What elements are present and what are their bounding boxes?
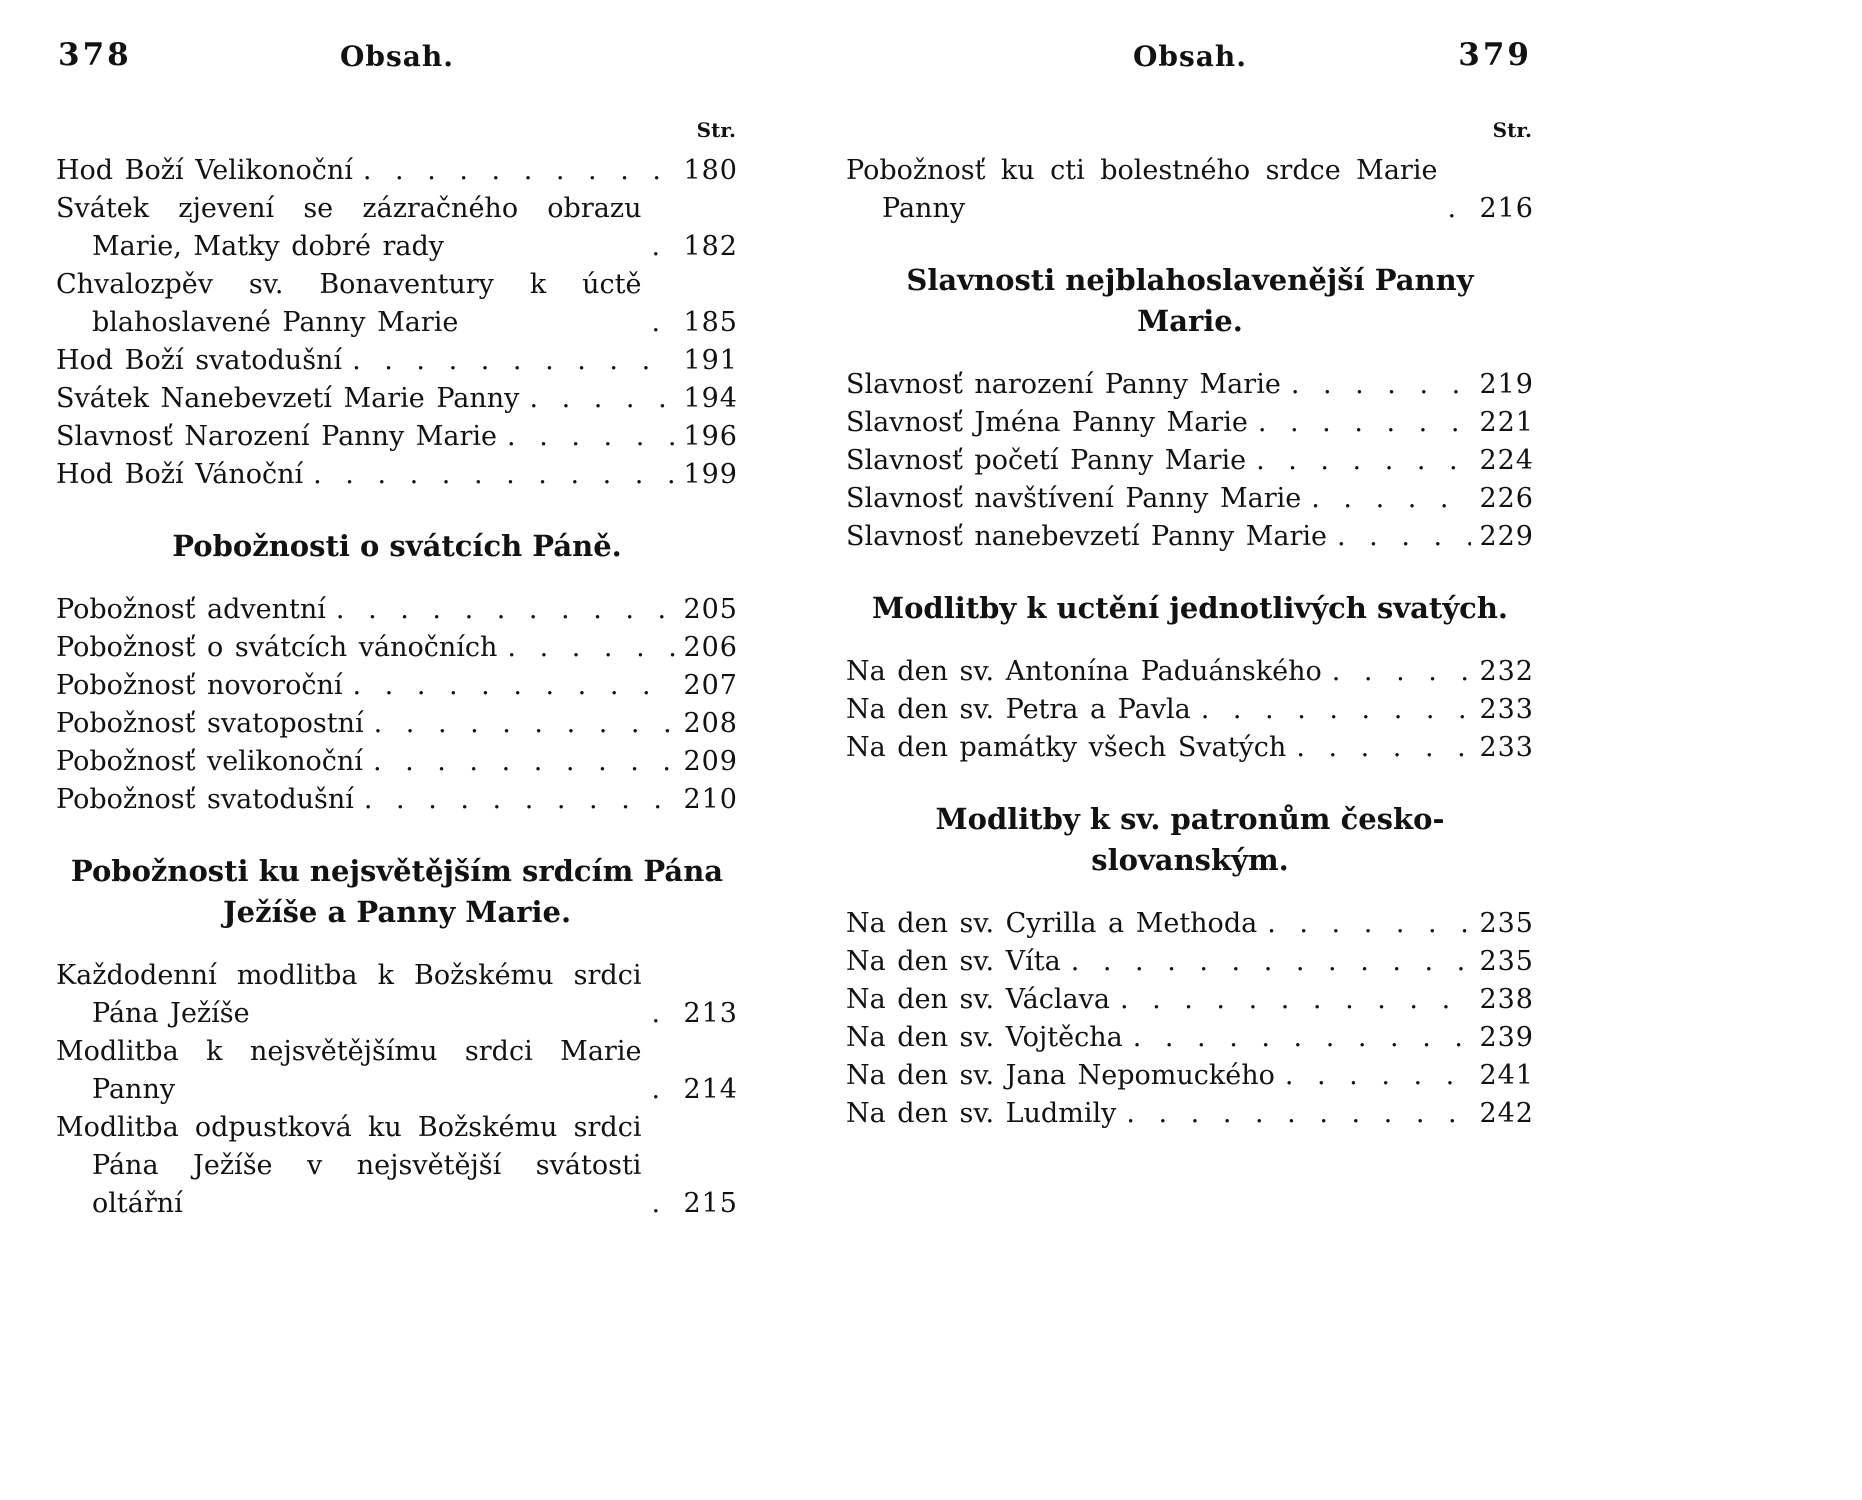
toc-entry-title: Pobožnosť adventní bbox=[56, 594, 326, 625]
dot-leader bbox=[651, 1071, 675, 1109]
toc-entry-title: Svátek zjevení se zázračného obrazu Marie, Matky dobré rady bbox=[56, 193, 642, 262]
toc-entry bbox=[56, 266, 738, 342]
toc-page-number: 215 bbox=[683, 1188, 738, 1219]
toc-entry-list bbox=[56, 152, 738, 494]
section-heading: Modlitby k sv. patronům česko-slovanským. bbox=[935, 802, 1445, 877]
toc-entry-title: Slavnosť nanebevzetí Panny Marie bbox=[846, 521, 1327, 552]
toc-entry-title: Modlitba odpustková ku Božskému srdci Pána Ježíše v nejsvětější svátosti oltářní bbox=[56, 1112, 642, 1219]
dot-leader bbox=[1126, 1095, 1471, 1133]
page-header bbox=[846, 37, 1534, 84]
dot-leader bbox=[1267, 905, 1471, 943]
toc-page-number: 209 bbox=[683, 746, 738, 777]
dot-leader bbox=[1447, 190, 1471, 228]
toc-page-number: 239 bbox=[1479, 1022, 1534, 1053]
toc-entry bbox=[846, 905, 1534, 943]
dot-leader bbox=[1256, 442, 1471, 480]
dot-leader bbox=[1296, 729, 1471, 767]
dot-leader bbox=[651, 228, 675, 266]
toc-entry-title: Každodenní modlitba k Božskému srdci Pána Ježíše bbox=[56, 960, 642, 1029]
dot-leader bbox=[1120, 981, 1472, 1019]
page-378 bbox=[56, 37, 738, 1229]
toc-entry-title: Na den sv. Petra a Pavla bbox=[846, 694, 1191, 725]
toc-page-number: 232 bbox=[1479, 656, 1534, 687]
toc-entry-list bbox=[846, 905, 1534, 1133]
dot-leader bbox=[373, 743, 676, 781]
toc-entry-title: Na den památky všech Svatých bbox=[846, 732, 1287, 763]
toc-entry bbox=[56, 667, 738, 705]
toc-page-number: 206 bbox=[683, 632, 738, 663]
toc-page-number: 191 bbox=[683, 345, 738, 376]
toc-entry-title: Na den sv. Víta bbox=[846, 946, 1061, 977]
toc-page-number: 196 bbox=[683, 421, 738, 452]
toc-entry-title: Slavnosť Narození Panny Marie bbox=[56, 421, 498, 452]
dot-leader bbox=[1337, 518, 1471, 556]
toc-entry-title: Hod Boží Velikonoční bbox=[56, 155, 353, 186]
toc-page-number: 226 bbox=[1479, 483, 1534, 514]
toc-entry bbox=[846, 518, 1534, 556]
dot-leader bbox=[1285, 1057, 1472, 1095]
dot-leader bbox=[363, 152, 676, 190]
dot-leader bbox=[1291, 366, 1472, 404]
toc-entry-title: Chvalozpěv sv. Bonaventury k úctě blahoslavené Panny Marie bbox=[56, 269, 642, 338]
column-header-str: Str. bbox=[1492, 118, 1532, 142]
toc-content-right bbox=[846, 152, 1534, 1133]
section-heading: Pobožnosti ku nejsvětějším srdcím Pána Ježíše a Panny Marie. bbox=[70, 854, 724, 929]
toc-entry-title: Slavnosť navštívení Panny Marie bbox=[846, 483, 1302, 514]
toc-entry-title: Pobožnosť o svátcích vánočních bbox=[56, 632, 498, 663]
toc-entry bbox=[56, 190, 738, 266]
toc-entry-list bbox=[846, 152, 1534, 228]
toc-entry-title: Pobožnosť velikonoční bbox=[56, 746, 363, 777]
dot-leader bbox=[353, 667, 676, 705]
toc-entry bbox=[846, 691, 1534, 729]
toc-page-number: 235 bbox=[1479, 946, 1534, 977]
page-379 bbox=[846, 37, 1534, 1139]
dot-leader bbox=[507, 629, 675, 667]
toc-entry-title: Pobožnosť svatodušní bbox=[56, 784, 354, 815]
toc-page-number: 238 bbox=[1479, 984, 1534, 1015]
running-title: Obsah. bbox=[1133, 40, 1247, 73]
toc-content-left bbox=[56, 152, 738, 1223]
column-header-str: Str. bbox=[696, 118, 736, 142]
dot-leader bbox=[1258, 404, 1472, 442]
dot-leader bbox=[1332, 653, 1472, 691]
toc-entry-title: Slavnosť početí Panny Marie bbox=[846, 445, 1247, 476]
toc-entry-title: Na den sv. Cyrilla a Methoda bbox=[846, 908, 1258, 939]
toc-entry-title: Na den sv. Ludmily bbox=[846, 1098, 1117, 1129]
toc-entry-title: Modlitba k nejsvětějšímu srdci Marie Panny bbox=[56, 1036, 642, 1105]
toc-entry bbox=[846, 981, 1534, 1019]
toc-entry bbox=[56, 705, 738, 743]
toc-page-number: 205 bbox=[683, 594, 738, 625]
page-number: 379 bbox=[1458, 37, 1532, 73]
toc-entry bbox=[56, 380, 738, 418]
toc-entry bbox=[846, 729, 1534, 767]
dot-leader bbox=[507, 418, 675, 456]
toc-page-number: 194 bbox=[683, 383, 738, 414]
toc-entry bbox=[846, 653, 1534, 691]
toc-page-number: 241 bbox=[1479, 1060, 1534, 1091]
dot-leader bbox=[651, 304, 675, 342]
toc-page-number: 208 bbox=[683, 708, 738, 739]
toc-entry bbox=[846, 1095, 1534, 1133]
toc-page-number: 207 bbox=[683, 670, 738, 701]
dot-leader bbox=[651, 1185, 675, 1223]
section-heading: Pobožnosti o svátcích Páně. bbox=[172, 529, 622, 563]
toc-entry bbox=[846, 1019, 1534, 1057]
toc-entry bbox=[56, 591, 738, 629]
toc-page-number: 229 bbox=[1479, 521, 1534, 552]
dot-leader bbox=[1311, 480, 1471, 518]
toc-entry-title: Na den sv. Jana Nepomuckého bbox=[846, 1060, 1275, 1091]
toc-entry-title: Na den sv. Vojtěcha bbox=[846, 1022, 1123, 1053]
toc-entry bbox=[846, 442, 1534, 480]
toc-page-number: 213 bbox=[683, 998, 738, 1029]
toc-entry bbox=[846, 366, 1534, 404]
toc-entry bbox=[56, 1033, 738, 1109]
toc-page-number: 210 bbox=[683, 784, 738, 815]
dot-leader bbox=[651, 995, 675, 1033]
toc-page-number: 219 bbox=[1479, 369, 1534, 400]
toc-entry bbox=[846, 943, 1534, 981]
page-header bbox=[56, 37, 738, 84]
toc-entry-title: Na den sv. Antonína Paduánského bbox=[846, 656, 1322, 687]
running-title: Obsah. bbox=[340, 40, 454, 73]
toc-entry bbox=[56, 629, 738, 667]
toc-entry-title: Svátek Nanebevzetí Marie Panny bbox=[56, 383, 520, 414]
toc-entry bbox=[846, 480, 1534, 518]
toc-page-number: 233 bbox=[1479, 694, 1534, 725]
section-heading: Modlitby k uctění jednotlivých svatých. bbox=[871, 591, 1509, 625]
dot-leader bbox=[313, 456, 675, 494]
toc-entry-title: Slavnosť narození Panny Marie bbox=[846, 369, 1281, 400]
toc-entry bbox=[56, 418, 738, 456]
toc-entry bbox=[846, 404, 1534, 442]
toc-page-number: 242 bbox=[1479, 1098, 1534, 1129]
toc-page-number: 185 bbox=[683, 307, 738, 338]
toc-page-number: 224 bbox=[1479, 445, 1534, 476]
toc-entry-title: Slavnosť Jména Panny Marie bbox=[846, 407, 1248, 438]
toc-entry-title: Hod Boží svatodušní bbox=[56, 345, 343, 376]
toc-entry-title: Pobožnosť svatopostní bbox=[56, 708, 364, 739]
dot-leader bbox=[374, 705, 676, 743]
toc-page-number: 235 bbox=[1479, 908, 1534, 939]
page-number: 378 bbox=[58, 37, 132, 73]
dot-leader bbox=[1133, 1019, 1472, 1057]
toc-entry bbox=[846, 1057, 1534, 1095]
toc-entry-list bbox=[846, 653, 1534, 767]
dot-leader bbox=[1201, 691, 1472, 729]
toc-page-number: 214 bbox=[683, 1074, 738, 1105]
toc-entry-title: Hod Boží Vánoční bbox=[56, 459, 304, 490]
toc-page-number: 182 bbox=[683, 231, 738, 262]
toc-entry-title: Pobožnosť novoroční bbox=[56, 670, 343, 701]
toc-entry-title: Pobožnosť ku cti bolestného srdce Marie Panny bbox=[846, 155, 1438, 224]
toc-page-number: 233 bbox=[1479, 732, 1534, 763]
toc-entry bbox=[56, 1109, 738, 1223]
toc-entry bbox=[846, 152, 1534, 228]
dot-leader bbox=[364, 781, 676, 819]
dot-leader bbox=[352, 342, 675, 380]
toc-entry bbox=[56, 152, 738, 190]
toc-entry-list bbox=[56, 591, 738, 819]
toc-entry-title: Na den sv. Václava bbox=[846, 984, 1110, 1015]
toc-page-number: 180 bbox=[683, 155, 738, 186]
toc-page-number: 216 bbox=[1479, 193, 1534, 224]
toc-page-number: 199 bbox=[683, 459, 738, 490]
toc-entry bbox=[56, 957, 738, 1033]
toc-entry bbox=[56, 342, 738, 380]
dot-leader bbox=[529, 380, 675, 418]
toc-entry-list bbox=[56, 957, 738, 1223]
toc-entry bbox=[56, 781, 738, 819]
toc-page-number: 221 bbox=[1479, 407, 1534, 438]
section-heading: Slavnosti nejblahoslavenější Panny Marie. bbox=[906, 263, 1474, 338]
toc-entry bbox=[56, 456, 738, 494]
dot-leader bbox=[336, 591, 676, 629]
dot-leader bbox=[1071, 943, 1472, 981]
toc-entry-list bbox=[846, 366, 1534, 556]
toc-entry bbox=[56, 743, 738, 781]
